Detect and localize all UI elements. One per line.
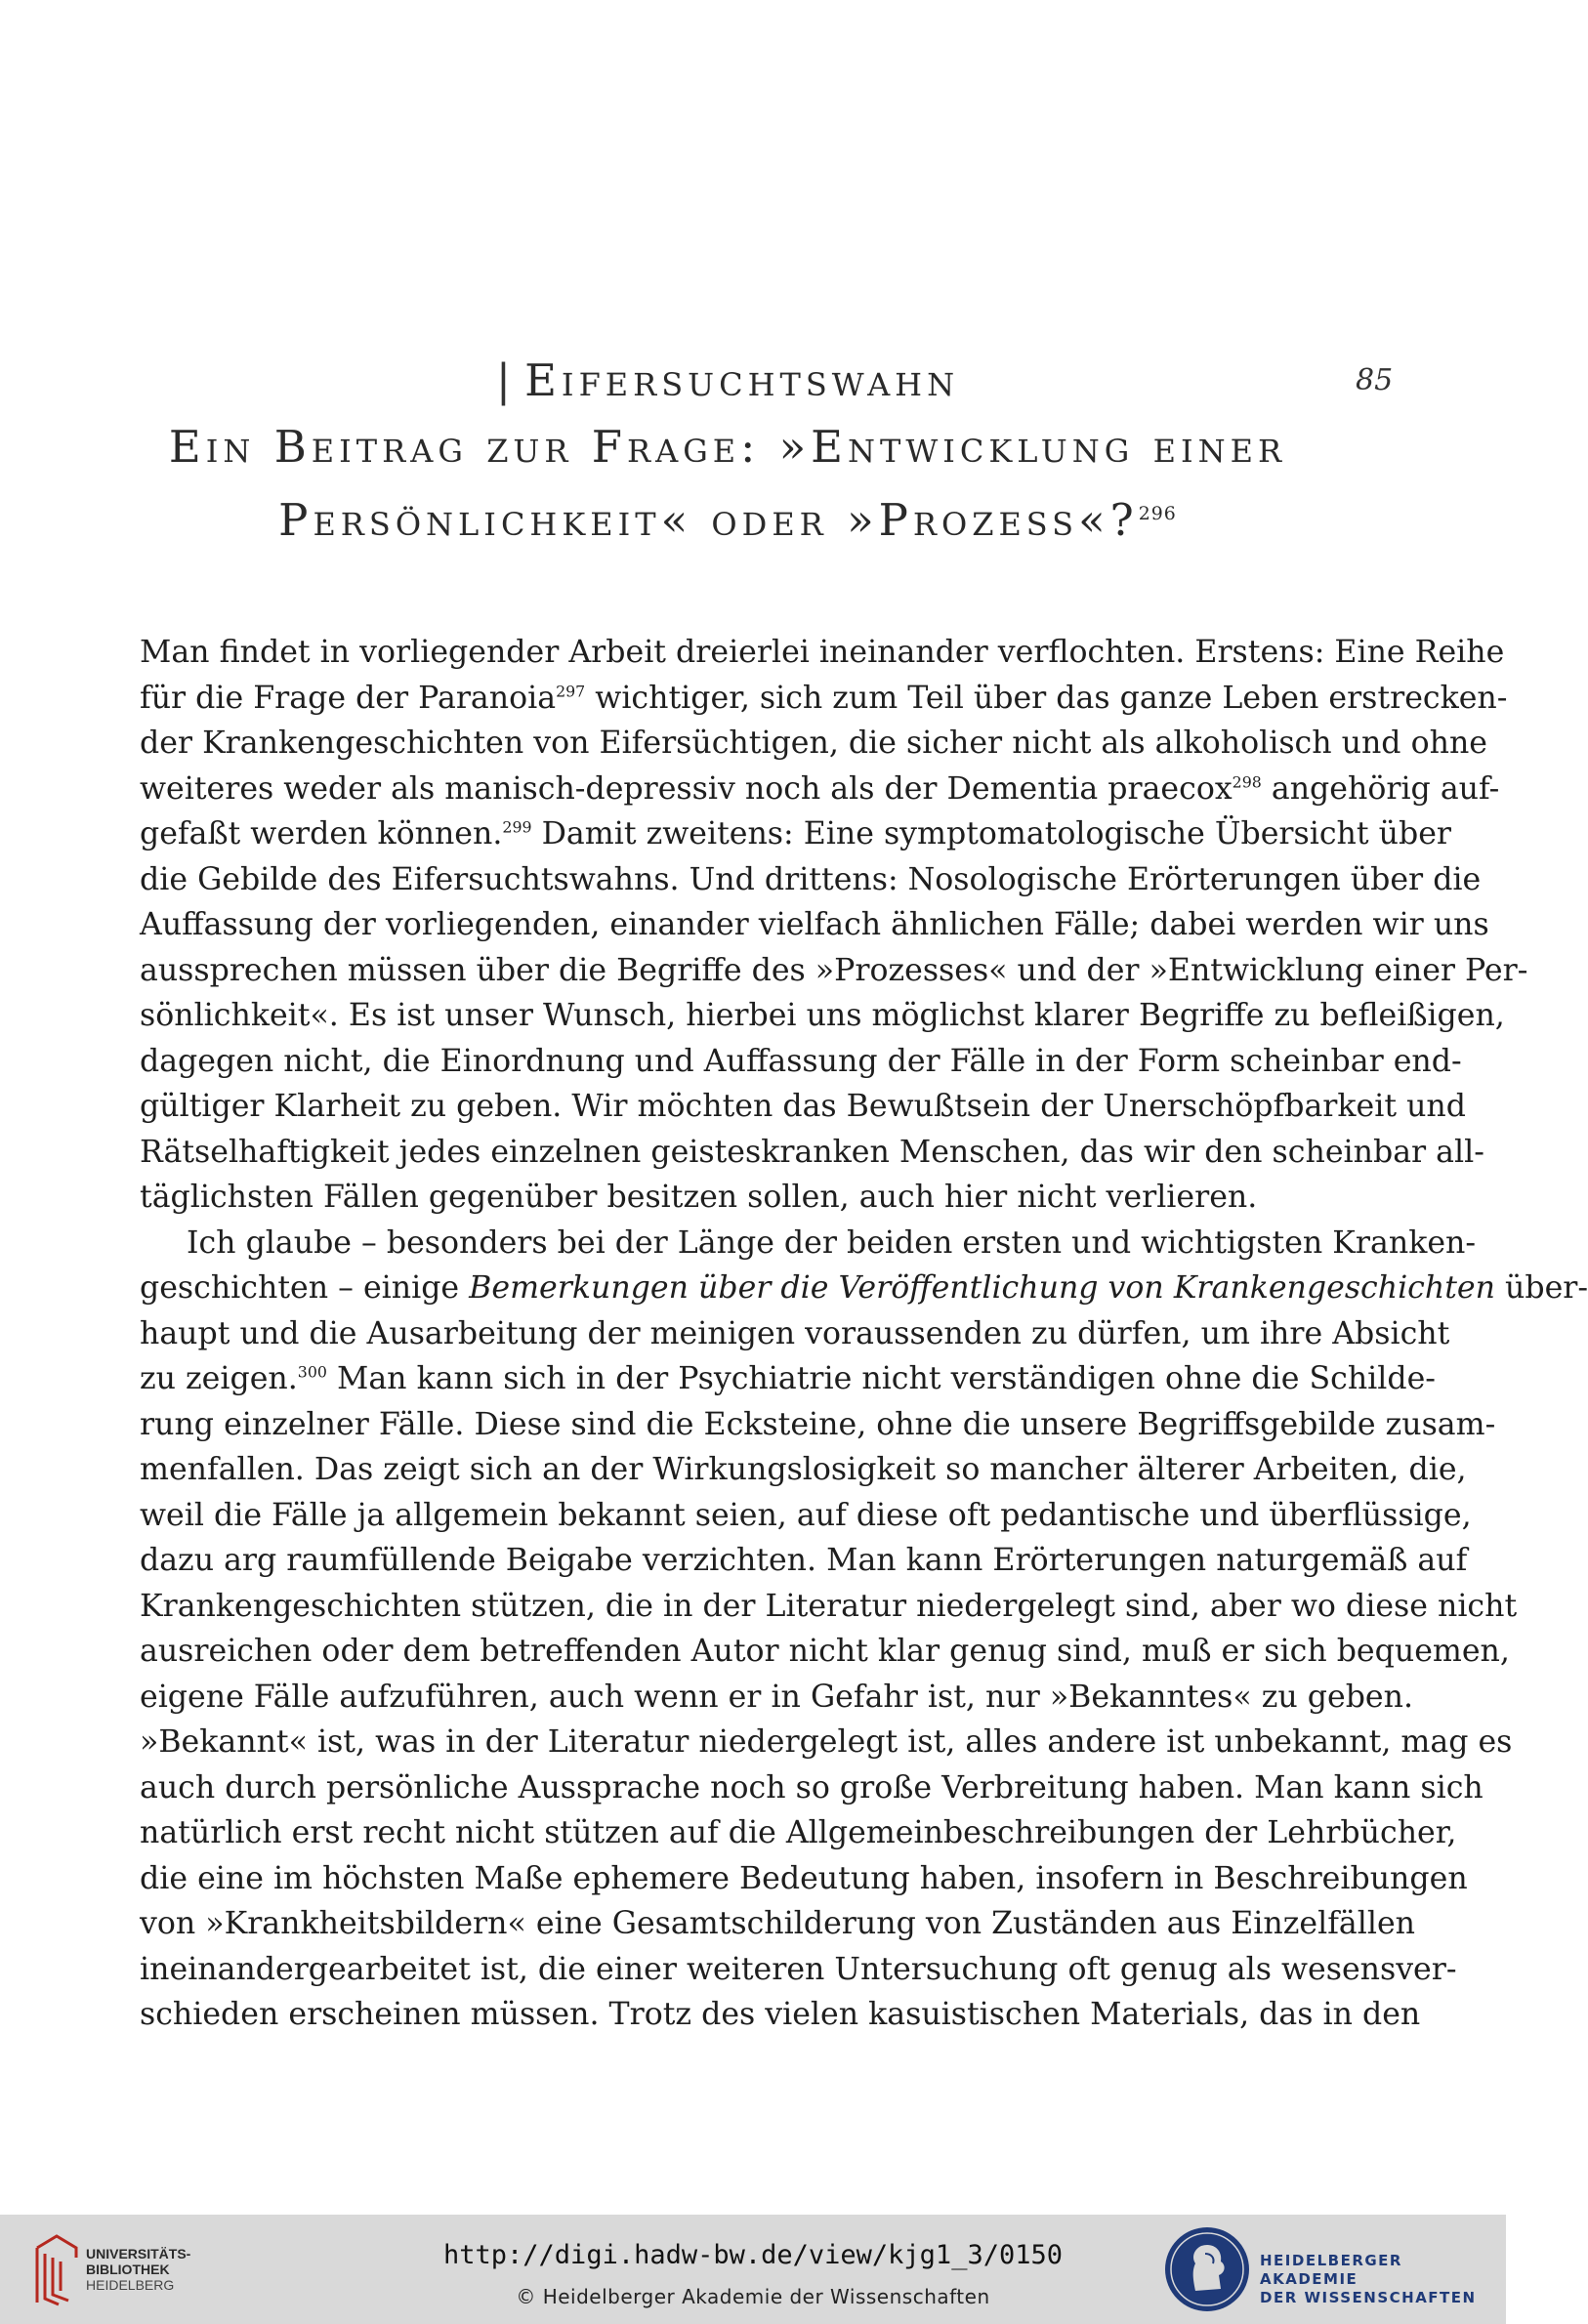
text-run: Damit zweitens: Eine symptomatologische Übersicht über: [531, 816, 1452, 851]
paragraph-1: [140, 630, 1528, 1221]
text-line: [140, 1356, 1436, 1402]
text-run: über-: [1494, 1270, 1588, 1306]
text-line: dazu arg raumfüllende Beigabe verzichten. Man kann Erörterungen naturgemäß auf: [140, 1543, 1468, 1578]
footnote-ref: 297: [556, 681, 586, 700]
text-line: [140, 811, 1452, 857]
source-url-link[interactable]: http://digi.hadw-bw.de/view/kjg1_3/0150: [443, 2240, 1063, 2270]
title-line-2: Ein Beitrag zur Frage: »Entwicklung einer: [168, 421, 1287, 473]
paragraph-2: [140, 1221, 1588, 2038]
title-footnote-ref: 296: [1138, 503, 1177, 524]
text-line: »Bekannt« ist, was in der Literatur niedergelegt ist, alles andere ist unbekannt, mag es: [140, 1724, 1513, 1760]
text-line: menfallen. Das zeigt sich an der Wirkungslosigkeit so mancher älterer Arbeiten, die,: [140, 1452, 1467, 1487]
emphasis-text: Bemerkungen über die Veröffentlichung von Krankengeschichten: [469, 1270, 1495, 1306]
text-line: schieden erscheinen müssen. Trotz des vielen kasuistischen Materials, das in den: [140, 1997, 1421, 2032]
text-line: weil die Fälle ja allgemein bekannt seien, auf diese oft pedantische und überflüssige,: [140, 1497, 1472, 1533]
chapter-title: [117, 348, 1338, 554]
text-run: wichtiger, sich zum Teil über das ganze Leben erstrecken-: [585, 680, 1508, 716]
copyright-notice: © Heidelberger Akademie der Wissenschaften: [516, 2285, 990, 2308]
text-line: die Gebilde des Eifersuchtswahns. Und drittens: Nosologische Erörterungen über die: [140, 861, 1482, 897]
text-run: angehörig auf-: [1261, 770, 1500, 807]
text-run: gefaßt werden können.: [140, 816, 503, 851]
ub-line-3: HEIDELBERG: [86, 2277, 175, 2293]
text-line: der Krankengeschichten von Eifersüchtigen, die sicher nicht als alkoholisch und ohne: [140, 726, 1487, 761]
ub-line-1: UNIVERSITÄTS-: [86, 2246, 191, 2262]
text-line: Auffassung der vorliegenden, einander vielfach ähnlichen Fälle; dabei werden wir uns: [140, 907, 1489, 942]
text-line: eigene Fälle aufzuführen, auch wenn er in Gefahr ist, nur »Bekanntes« zu geben.: [140, 1679, 1414, 1715]
footnote-ref: 298: [1232, 771, 1262, 791]
title-main: Eifersuchtswahn: [524, 354, 960, 406]
text-run: geschichten – einige: [140, 1270, 470, 1306]
text-run: zu zeigen.: [140, 1361, 298, 1396]
text-line: aussprechen müssen über die Begriffe des »Prozesses« und der »Entwicklung einer Per-: [140, 952, 1528, 988]
text-line: Ich glaube – besonders bei der Länge der beiden ersten und wichtigsten Kranken-: [187, 1224, 1477, 1261]
text-line: auch durch persönliche Aussprache noch so große Verbreitung haben. Man kann sich: [140, 1769, 1484, 1805]
page-number: 85: [1356, 363, 1394, 397]
text-line: natürlich erst recht nicht stützen auf die Allgemeinbeschreibungen der Lehrbücher,: [140, 1815, 1457, 1850]
hadw-seal-icon[interactable]: [1162, 2224, 1252, 2314]
footer-bar: [0, 2215, 1506, 2324]
text-line: ausreichen oder dem betreffenden Autor nicht klar genug sind, muß er sich bequemen,: [140, 1634, 1510, 1669]
text-line: täglichsten Fällen gegenüber besitzen sollen, auch hier nicht verlieren.: [140, 1180, 1258, 1215]
text-line: Man findet in vorliegender Arbeit dreierlei ineinander verflochten. Erstens: Eine Reihe: [140, 635, 1505, 670]
text-line: rung einzelner Fälle. Diese sind die Ecksteine, ohne die unsere Begriffsgebilde zusam-: [140, 1406, 1496, 1442]
text-line: sönlichkeit«. Es ist unser Wunsch, hierbei uns möglichst klarer Begriffe zu befleißigen,: [140, 998, 1505, 1033]
text-line: [140, 767, 1500, 812]
text-line: [140, 676, 1508, 722]
title-line-3: [117, 480, 1338, 554]
footnote-ref: 300: [297, 1362, 327, 1382]
text-line: die eine im höchsten Maße ephemere Bedeutung haben, insofern in Beschreibungen: [140, 1860, 1468, 1896]
text-line: dagegen nicht, die Einordnung und Auffassung der Fälle in der Form scheinbar end-: [140, 1043, 1462, 1079]
text-line: [140, 1266, 1588, 1311]
text-line: gültiger Klarheit zu geben. Wir möchten das Bewußtsein der Unerschöpfbarkeit und: [140, 1089, 1466, 1124]
text-line: Krankengeschichten stützen, die in der Literatur niedergelegt sind, aber wo diese nicht: [140, 1588, 1518, 1624]
ub-line-2: BIBLIOTHEK: [86, 2262, 170, 2277]
hadw-line-1: HEIDELBERGER AKADEMIE: [1260, 2252, 1402, 2288]
footnote-ref: 299: [502, 817, 532, 837]
body-text: [140, 630, 1588, 2038]
title-line-1: [117, 348, 1338, 414]
hadw-line-2: DER WISSENSCHAFTEN: [1260, 2289, 1477, 2306]
text-line: ineinandergearbeitet ist, die einer weiteren Untersuchung oft genug als wesensver-: [140, 1951, 1457, 1987]
text-run: weiteres weder als manisch-depressiv noch als der Dementia praecox: [140, 770, 1233, 807]
text-run: Man kann sich in der Psychiatrie nicht verständigen ohne die Schilde-: [326, 1361, 1436, 1396]
text-run: für die Frage der Paranoia: [140, 680, 557, 716]
text-line: haupt und die Ausarbeitung der meinigen voraussenden zu dürfen, um ihre Absicht: [140, 1315, 1450, 1351]
title-bar-mark: |: [495, 354, 512, 406]
hadw-logo-text[interactable]: [1260, 2252, 1506, 2307]
text-line: Rätselhaftigkeit jedes einzelnen geisteskranken Menschen, das wir den scheinbar all-: [140, 1134, 1484, 1170]
title-line-3-text: Persönlichkeit« oder »Prozess«?: [278, 494, 1139, 546]
text-line: von »Krankheitsbildern« eine Gesamtschilderung von Zuständen aus Einzelfällen: [140, 1906, 1415, 1941]
